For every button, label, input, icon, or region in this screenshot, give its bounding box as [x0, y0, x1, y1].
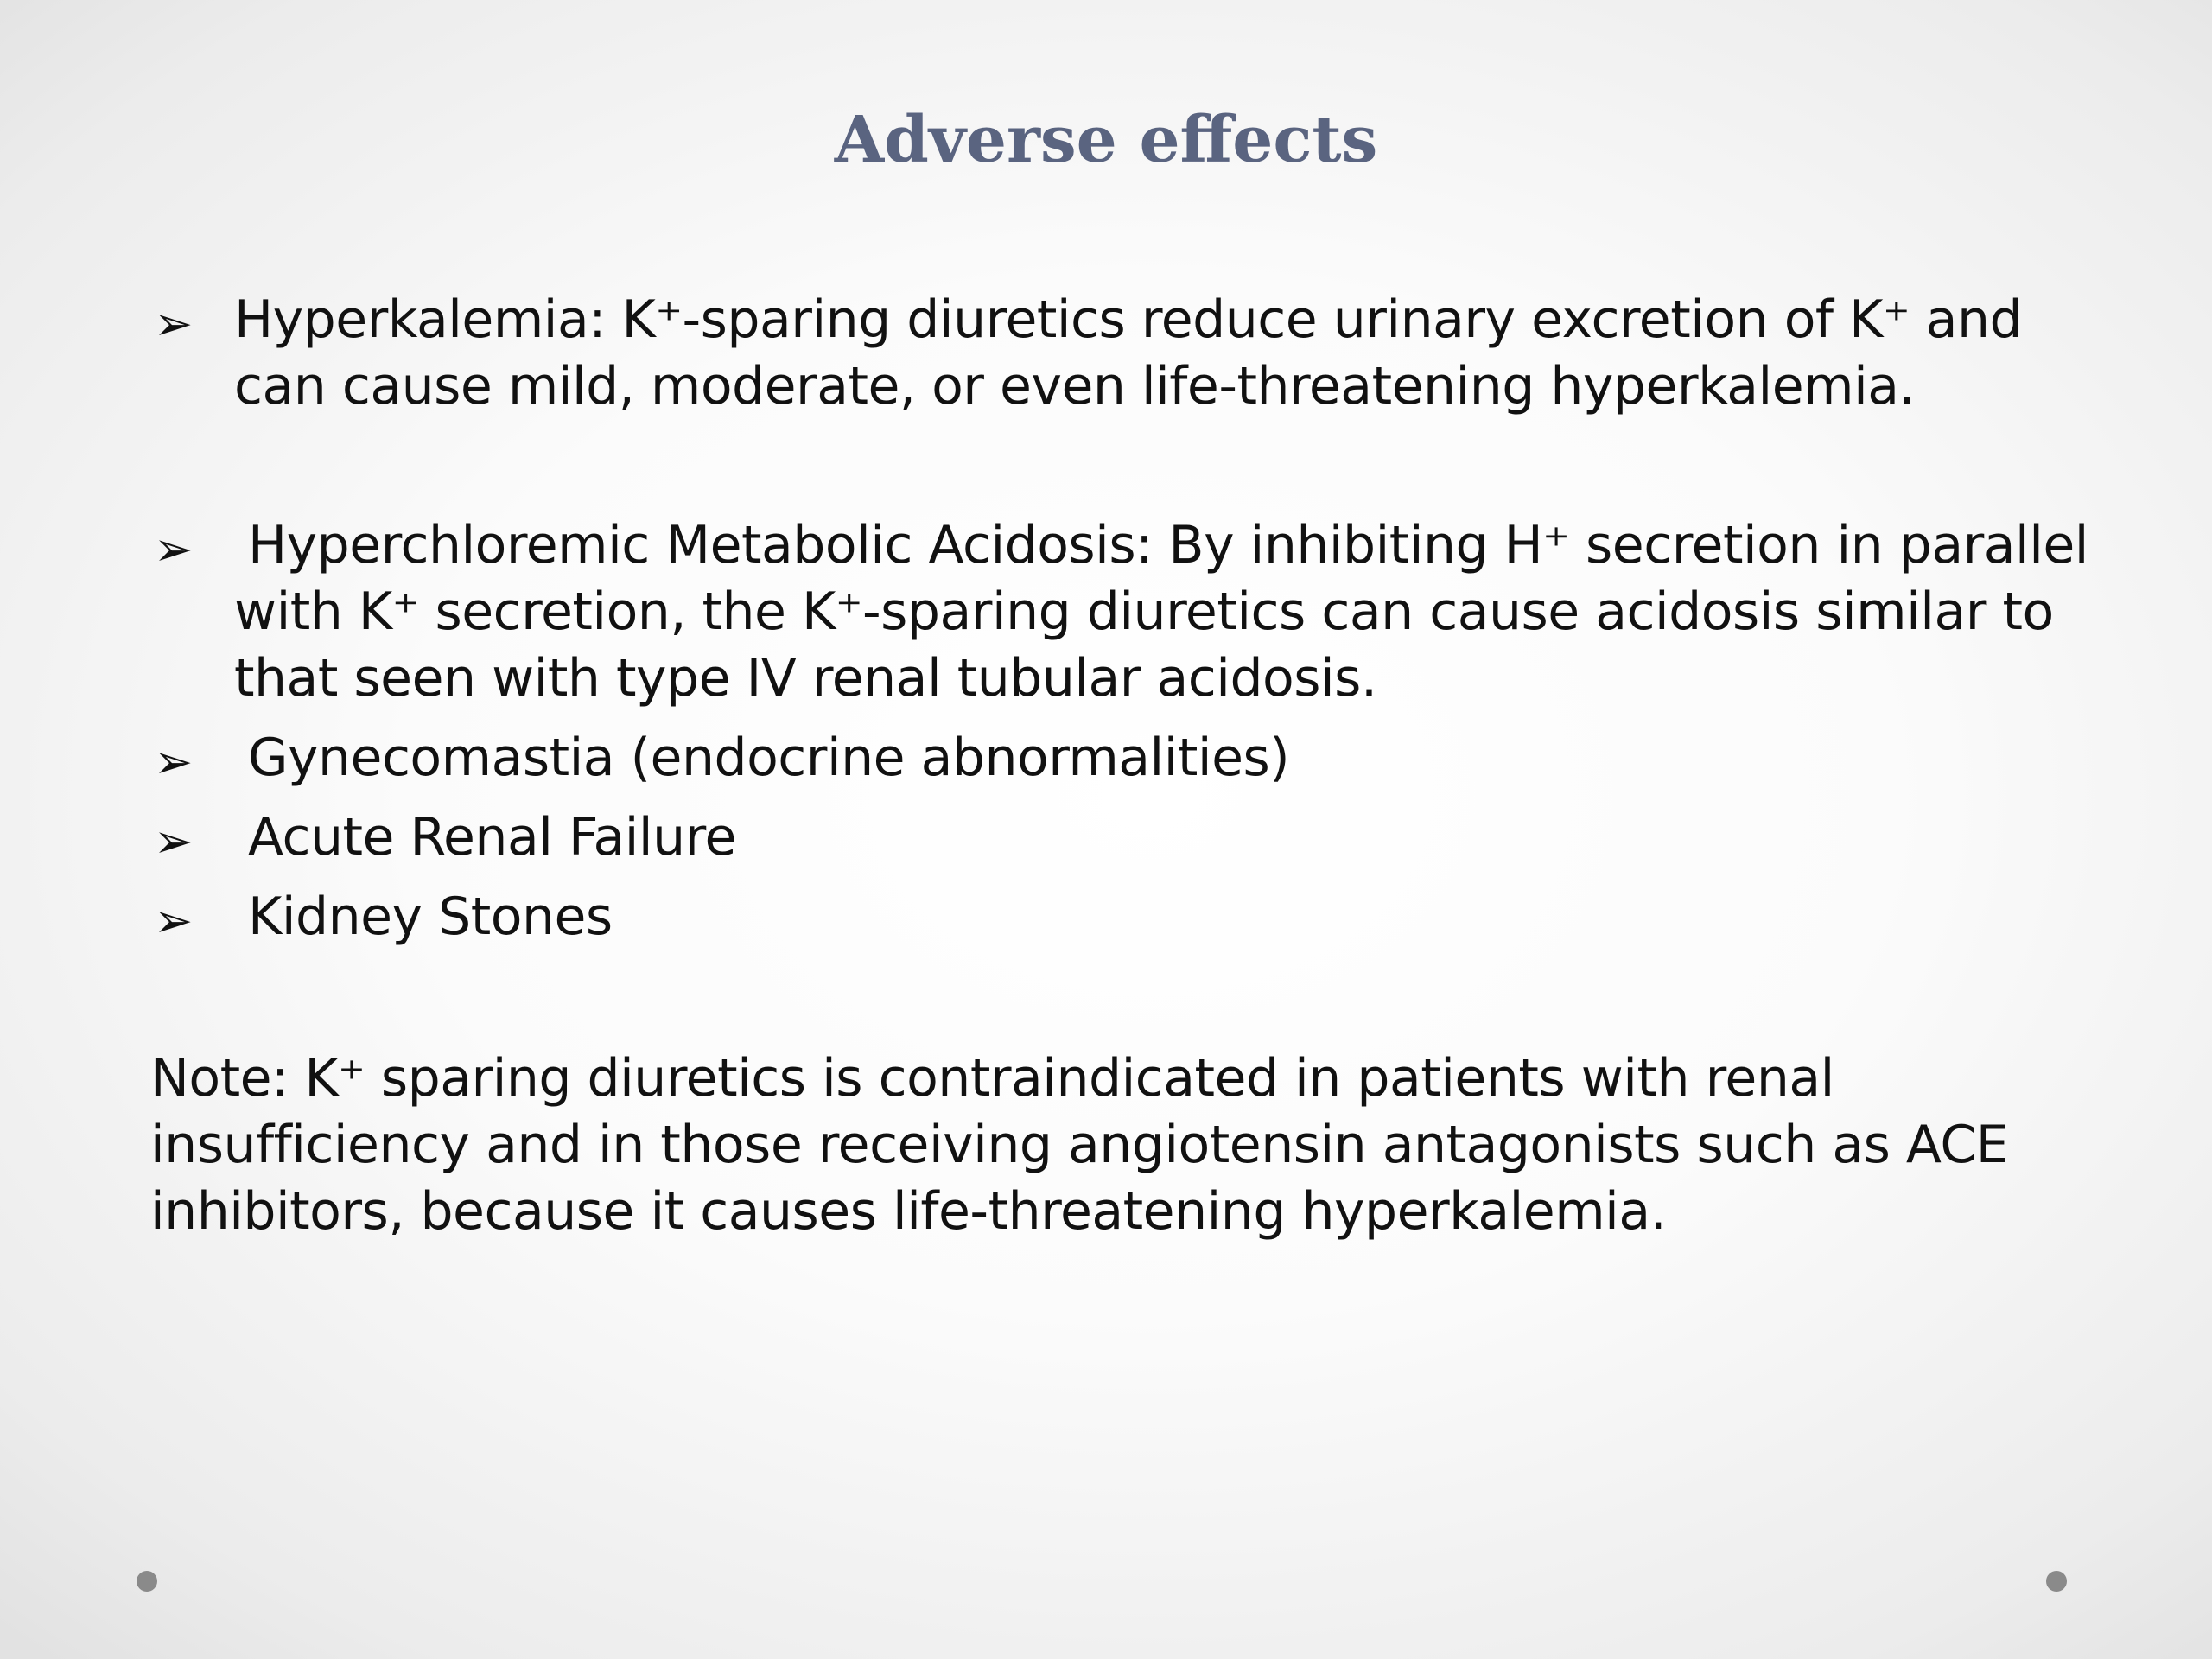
bullet-text: Gynecomastia (endocrine abnormalities) — [248, 728, 1290, 788]
decorative-dot-right — [2046, 1571, 2067, 1592]
arrowhead-bullet-icon: ➢ — [154, 296, 193, 351]
arrowhead-bullet-icon: ➢ — [154, 734, 193, 789]
bullet-text: Hyperkalemia: K⁺-sparing diuretics reduce urinary excretion of K⁺ and can cause mild, moderate, or even life-threatening hyperkalemia. — [234, 289, 2023, 416]
bullet-item-kidney-stones — [150, 884, 2103, 950]
arrowhead-bullet-icon: ➢ — [154, 522, 193, 576]
arrowhead-bullet-icon: ➢ — [154, 893, 193, 948]
decorative-dot-left — [137, 1571, 157, 1592]
arrowhead-bullet-icon: ➢ — [154, 814, 193, 868]
bullet-text: Acute Renal Failure — [248, 807, 736, 868]
slide-title: Adverse effects — [834, 103, 1378, 177]
bullet-item-acidosis — [150, 512, 2103, 712]
bullet-text: Hyperchloremic Metabolic Acidosis: By inhibiting H⁺ secretion in parallel with K⁺ secretion, the K⁺-sparing diuretics can cause acidosis similar to that seen with type IV renal tubular acidosis. — [234, 515, 2088, 709]
bullet-item-renal-failure — [150, 804, 2103, 871]
bullet-item-hyperkalemia — [150, 287, 2103, 420]
note-text: Note: K⁺ sparing diuretics is contraindicated in patients with renal insufficiency and in those receiving angiotensin antagonists such as ACE inhibitors, because it causes life-threatening hyperkalemia. — [150, 1048, 2009, 1242]
bullet-list — [150, 287, 2103, 950]
bullet-item-gynecomastia — [150, 725, 2103, 791]
bullet-text: Kidney Stones — [248, 887, 613, 947]
